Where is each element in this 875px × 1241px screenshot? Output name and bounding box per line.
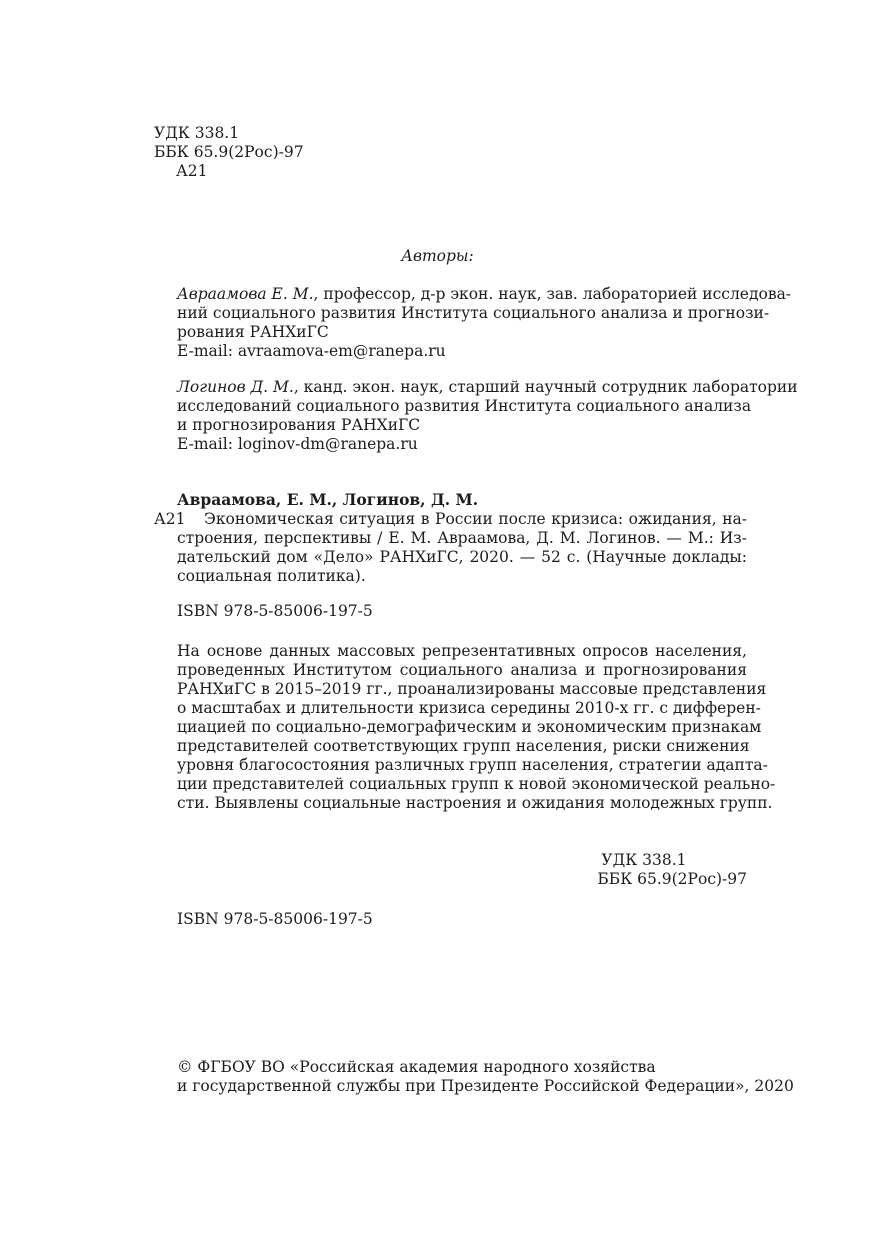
author-email: E-mail: avraamova-em@ranepa.ru: [177, 342, 446, 360]
author-line: Авраамова Е. М., профессор, д-р экон. наук, зав. лабораторией исследова-: [177, 285, 792, 303]
abstract-line: ции представителей социальных групп к новой экономической реально-: [177, 775, 776, 793]
author-email: E-mail: loginov-dm@ranepa.ru: [177, 435, 418, 453]
author-line: рования РАНХиГС: [177, 323, 329, 341]
abstract: [177, 642, 776, 813]
bbk-code: ББК 65.9(2Рос)-97: [154, 143, 304, 161]
isbn-top: ISBN 978-5-85006-197-5: [177, 602, 373, 620]
author-entry-loginov: [177, 378, 798, 454]
copyright-line: и государственной службы при Президенте Российской Федерации», 2020: [177, 1077, 794, 1095]
author-line: ний социального развития Института социального анализа и прогнози-: [177, 304, 770, 322]
author-mark: А21: [154, 510, 186, 528]
bibliographic-record: [154, 510, 747, 586]
abstract-line: о масштабах и длительности кризиса середины 2010-х гг. с дифферен-: [177, 699, 761, 717]
udk-code: УДК 338.1: [601, 851, 687, 869]
authors-heading: Авторы:: [401, 247, 474, 265]
author-line: исследований социального развития Института социального анализа: [177, 397, 752, 415]
biblio-line: дательский дом «Дело» РАНХиГС, 2020. — 52 с. (Научные доклады:: [177, 548, 747, 566]
classification-codes-top: [154, 124, 304, 181]
classification-codes-bottom: [597, 851, 747, 889]
bbk-code: ББК 65.9(2Рос)-97: [597, 870, 747, 888]
abstract-line: На основе данных массовых репрезентативных опросов населения,: [177, 642, 747, 660]
isbn-bottom: ISBN 978-5-85006-197-5: [177, 910, 373, 928]
biblio-line: строения, перспективы / Е. М. Авраамова, Д. М. Логинов. — М.: Из-: [177, 529, 747, 547]
biblio-line: Экономическая ситуация в России после кризиса: ожидания, на-: [204, 510, 747, 528]
bibliographic-authors: Авраамова, Е. М., Логинов, Д. М.: [177, 490, 479, 509]
biblio-line: социальная политика).: [177, 567, 366, 585]
author-mark: А21: [176, 162, 208, 180]
author-line: и прогнозирования РАНХиГС: [177, 416, 421, 434]
abstract-line: уровня благосостояния различных групп населения, стратегии адапта-: [177, 756, 768, 774]
abstract-line: сти. Выявлены социальные настроения и ожидания молодежных групп.: [177, 794, 773, 812]
abstract-line: циацией по социально-демографическим и экономическим признакам: [177, 718, 762, 736]
udk-code: УДК 338.1: [154, 124, 240, 142]
copyright-line: © ФГБОУ ВО «Российская академия народного хозяйства: [177, 1058, 656, 1076]
author-name: Авраамова Е. М.: [177, 285, 314, 303]
abstract-line: проведенных Институтом социального анализа и прогнозирования: [177, 661, 747, 679]
copyright-notice: [177, 1058, 794, 1096]
abstract-line: РАНХиГС в 2015–2019 гг., проанализированы массовые представления: [177, 680, 767, 698]
author-line: Логинов Д. М., канд. экон. наук, старший научный сотрудник лаборатории: [177, 378, 798, 396]
author-entry-avraamova: [177, 285, 792, 361]
author-name: Логинов Д. М.: [177, 378, 294, 396]
abstract-line: представителей соответствующих групп населения, риски снижения: [177, 737, 750, 755]
